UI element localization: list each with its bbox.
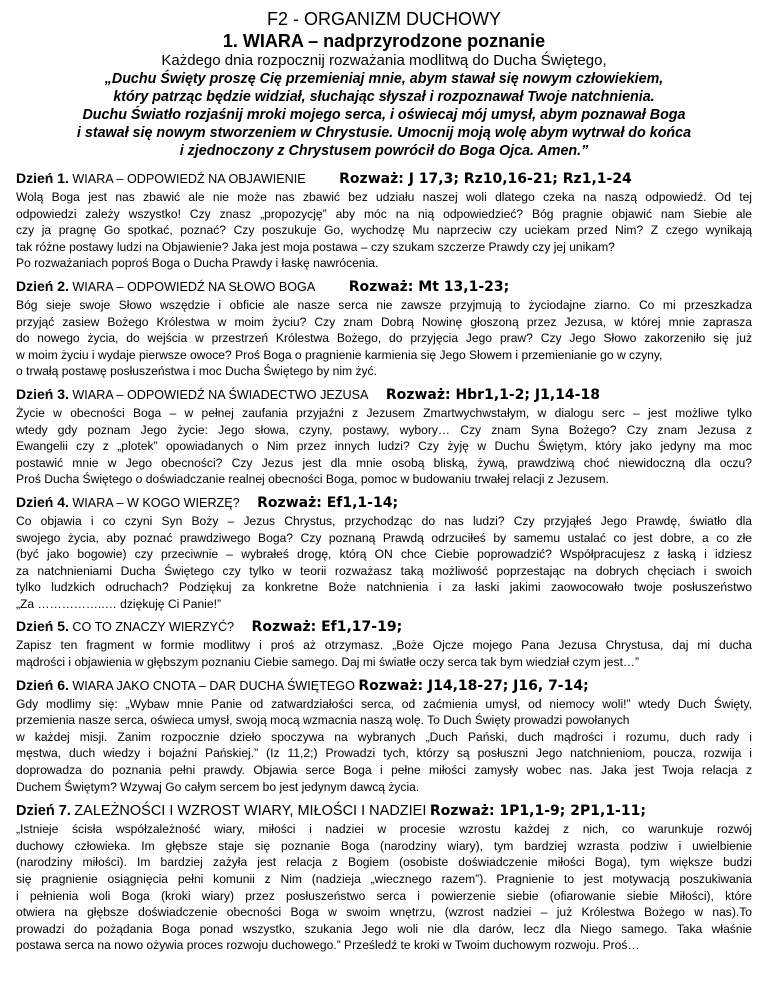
body-line: do nowego życia, do wejścia w przestrzeń Królestwa Bożego, do przyjęcia Jego praw? Czy Jego Słowo zakorzeniło się już: [16, 331, 752, 346]
day-topic: ZALEŻNOŚCI I WZROST WIARY, MIŁOŚCI I NADZIEI: [74, 803, 427, 820]
day-label: Dzień 1.: [16, 170, 69, 186]
day-2-heading: [16, 278, 752, 296]
day-reading: Rozważ: 1P1,1-9; 2P1,1-11;: [429, 803, 646, 820]
body-line: Wolą Boga jest nas zbawić ale nie może nas zbawić bez udziału naszej woli dlatego czeka na naszą odpowiedź. Od tej: [16, 190, 752, 204]
body-line: męstwa, duch wiedzy i bojaźni Pańskiej.” (Iz 11,2;) Prowadzi tych, którzy są posłuszni Jego natchnieniom, poucza, rozwija i: [16, 746, 752, 761]
day-reading: Rozważ: Hbr1,1-2; J1,14-18: [385, 386, 600, 403]
body-line: swojego życia, aby poznać prawdziwego Boga? Czy poznaną Prawdą odrzuciłeś by samemu ustalać co jest dobre, a co złe: [16, 530, 752, 545]
document-page: [16, 0, 752, 954]
body-line: doprowadza do poznania pełni prawdy. Objawia serce Boga i pełne miłości zamysły wobec nas. Jaka jest Twoja relacja z: [16, 763, 752, 778]
prayer-line: który patrząc będzie widział, słuchając słyszał i rozpoznawał Twoje natchnienia.: [113, 89, 655, 105]
day-topic: WIARA – W KOGO WIERZĘ?: [72, 495, 240, 510]
body-line: czy ja pragnę Go spotkać, poznać? Czy poszukuje Go, wychodzę Mu naprzeciw czy uciekam przed Nim? Z czego wynikają: [16, 223, 752, 238]
prayer-line: „Duchu Święty proszę Cię przemieniaj mnie, abym stawał się nowym człowiekiem,: [104, 71, 664, 87]
day-1-heading: [16, 170, 752, 188]
day-reading: Rozważ: J 17,3; Rz10,16-21; Rz1,1-24: [339, 171, 632, 187]
body-line: Po rozważaniach poproś Boga o Ducha Prawdy i łaskę nawrócenia.: [16, 256, 379, 271]
day-reading: Rozważ: Mt 13,1-23;: [348, 278, 510, 295]
day-4-heading: [16, 494, 752, 512]
day-reading: Rozważ: J14,18-27; J16, 7-14;: [358, 677, 589, 694]
prayer-line: Duchu Światło rozjaśnij mroki mojego serca, i oświecaj mój umysł, abym poznawał Boga: [82, 107, 686, 123]
body-line: się pragnienie osiągnięcia pełni komunii z Nim (nadzieja „wiecznego razem”). Pragnienie to jest motywacją poszukiwania: [16, 872, 752, 886]
day-topic: WIARA – ODPOWIEDŹ NA ŚWIADECTWO JEZUSA: [72, 387, 369, 402]
body-line: postawa serca na nowo ożywia proces rozwoju duchowego.” Prześledź te kroki w Twoim duchowym rozwoju. Proś…: [16, 938, 640, 953]
series-title: F2 - ORGANIZM DUCHOWY: [267, 9, 501, 29]
day-3-heading: [16, 386, 752, 404]
day-5-heading: [16, 618, 752, 636]
body-line: prowadzi do pożądania Boga ponad wszystko, szukania Jego woli nie dla darów, lecz dla Niego samego. Taka właśnie: [16, 921, 752, 936]
page-title: 1. WIARA – nadprzyrodzone poznanie: [222, 31, 546, 51]
day-reading: Rozważ: Ef1,17-19;: [251, 619, 403, 636]
prayer-line: i zjednoczony z Chrystusem powrócił do Boga Ojca. Amen.”: [179, 143, 589, 159]
day-label: Dzień 2.: [16, 277, 69, 294]
day-label: Dzień 7.: [16, 803, 71, 820]
prayer: [16, 70, 752, 160]
body-line: (narodziny miłości). Im bardziej zażyła jest relacja z Bogiem (osobiste doświadczenie miłości Boga), tym większe budzi: [16, 855, 752, 870]
day-4-body: [16, 513, 752, 613]
body-line: tylko ludzkich odruchach? Podziękuj za konkretne Boże natchnienia i za łaski jakimi zaowocowało twoje posłuszeństwo: [16, 580, 752, 595]
body-line: Duchem Świętym? Wzywaj Go całym sercem bo jest jedynym dawcą życia.: [16, 779, 420, 794]
intro-text: Każdego dnia rozpocznij rozważania modlitwą do Ducha Świętego,: [161, 52, 607, 69]
body-line: przyjąć zasiew Bożego Królestwa w moim życiu? Czy znam Dobrą Nowinę głoszoną przez Jezusa, w której mnie zaprasza: [16, 314, 752, 329]
body-line: Co objawia i co czyni Syn Boży – Jezus Chrystus, przychodząc do nas ludzi? Czy przyjąłeś Jego Prawdę, światło dla: [16, 513, 752, 528]
day-7-heading: [16, 803, 752, 820]
day-6-body: [16, 696, 752, 796]
day-topic: WIARA JAKO CNOTA – DAR DUCHA ŚWIĘTEGO: [72, 678, 355, 693]
body-line: odpowiedzi zależy wszystko! Czy znasz „propozycję” aby móc na nią odpowiedzieć? Bóg pragnie objawić nam Siebie ale: [16, 206, 752, 221]
day-label: Dzień 4.: [16, 493, 69, 510]
day-2-body: [16, 297, 752, 380]
day-label: Dzień 6.: [16, 676, 69, 693]
body-line: za natchnieniami Ducha Świętego czy tylko w teorii rozważasz taką możliwość poprzestając na dobrych chęciach i swoich: [16, 563, 752, 578]
day-3-body: [16, 405, 752, 488]
day-topic: CO TO ZNACZY WIERZYĆ?: [72, 620, 235, 635]
body-line: Życie w obecności Boga – w pełnej zaufania przyjaźni z Jezusem Zmartwychwstałym, w dialogu serc – jest możliwe tylko: [16, 405, 752, 420]
body-line: Ewangelii czy z „plotek” opowiadanych o Nim przez innych ludzi? Czy żyję w Duchu Świętym, który jako jedyny ma moc: [16, 439, 752, 454]
day-6-heading: [16, 677, 752, 695]
prayer-line: i stawał się nowym stworzeniem w Chrystusie. Umocnij moją wolę abym wytrwał do końca: [76, 125, 692, 141]
body-line: (być jako bogowie) czy przeciwnie – wybrałeś drogę, którą ON chce Ciebie poprowadzić? Współpracujesz z łaską i idziesz: [16, 547, 752, 562]
body-line: tak różne postawy ludzi na Objawienie? Jaka jest moja postawa – czy szukam szczerze Prawdy czy jej unikam?: [16, 239, 615, 254]
body-line: przemienia nasze serca, oświeca umysł, swoją mocą wzmacnia naszą wolę. To Duch Święty prowadzi powołanych: [16, 713, 630, 728]
body-line: otwiera na głębsze doświadczenie obecności Boga w swoim wnętrzu, (wzrost nadziei – już Królestwa Bożego w nas).To: [16, 905, 752, 920]
body-line: Gdy modlimy się: „Wybaw mnie Panie od zatwardziałości serca, od zaćmienia umysł, od niemocy woli!” wtedy Duch Święty,: [16, 696, 752, 711]
body-line: duchowy człowieka. Im głębsze staje się poznanie Boga (narodziny wiary), tym bardziej wzrasta podziw i uwielbienie: [16, 838, 752, 853]
body-line: postawić mnie w Jego obecności? Czy Jezus jest dla mnie osobą bliską, żywą, prawdziwą choć niewidoczną dla oczu?: [16, 455, 752, 470]
day-topic: WIARA – ODPOWIEDŹ NA OBJAWIENIE: [72, 172, 306, 186]
body-line: Bóg sieje swoje Słowo wszędzie i obficie ale nasze serca nie zawsze przyjmują to życiodajne ziarno. Co mi przeszkadza: [16, 297, 752, 312]
body-line: „Za ……………..… dziękuję Ci Panie!”: [16, 596, 221, 611]
day-reading: Rozważ: Ef1,1-14;: [257, 494, 399, 511]
body-line: wtedy gdy poznam Jego życie: Jego słowa, czyny, postawy, wybory… Czy znam Syna Bożego? Czy znam Jezusa z: [16, 422, 752, 437]
day-1-body: [16, 189, 752, 272]
body-line: Zapisz ten fragment w formie modlitwy i proś aż otrzymasz. „Boże Ojcze mojego Pana Jezusa Chrystusa, daj mi ducha: [16, 638, 752, 653]
day-label: Dzień 3.: [16, 385, 69, 402]
day-label: Dzień 5.: [16, 618, 69, 635]
day-topic: WIARA – ODPOWIEDŹ NA SŁOWO BOGA: [72, 279, 316, 294]
body-line: Proś Ducha Świętego o doświadczanie realnej obecności Boga, pomoc w budowaniu trwałej relacji z Jezusem.: [16, 472, 609, 487]
body-line: w moim życiu i wydaje pierwsze owoce? Proś Boga o pragnienie karmienia się Jego Słowem i przemienianie go w czyny,: [16, 347, 663, 362]
day-5-body: [16, 637, 752, 670]
body-line: w każdej misji. Zanim rozpocznie dzieło spoczywa na wybranych „Duch Pański, duch mądrości i rozumu, duch rady i: [16, 729, 752, 744]
body-line: mądrości i objawienia w głębszym poznaniu Ciebie samego. Daj mi światłe oczy serca tak bym wiedział czym jest…”: [16, 655, 640, 670]
body-line: i pełnienia woli Boga (kroki wiary) przez posłuszeństwo serca i powierzenie siebie (ofiarowanie siebie Miłości), które: [16, 888, 752, 903]
body-line: o trwałą postawę posłuszeństwa i moc Ducha Świętego by nim żyć.: [16, 364, 377, 379]
body-line: „Istnieje ścisła współzależność wiary, miłości i nadziei w procesie wzrostu każdej z nich, co warunkuje rozwój: [16, 822, 752, 837]
day-7-body: [16, 821, 752, 954]
